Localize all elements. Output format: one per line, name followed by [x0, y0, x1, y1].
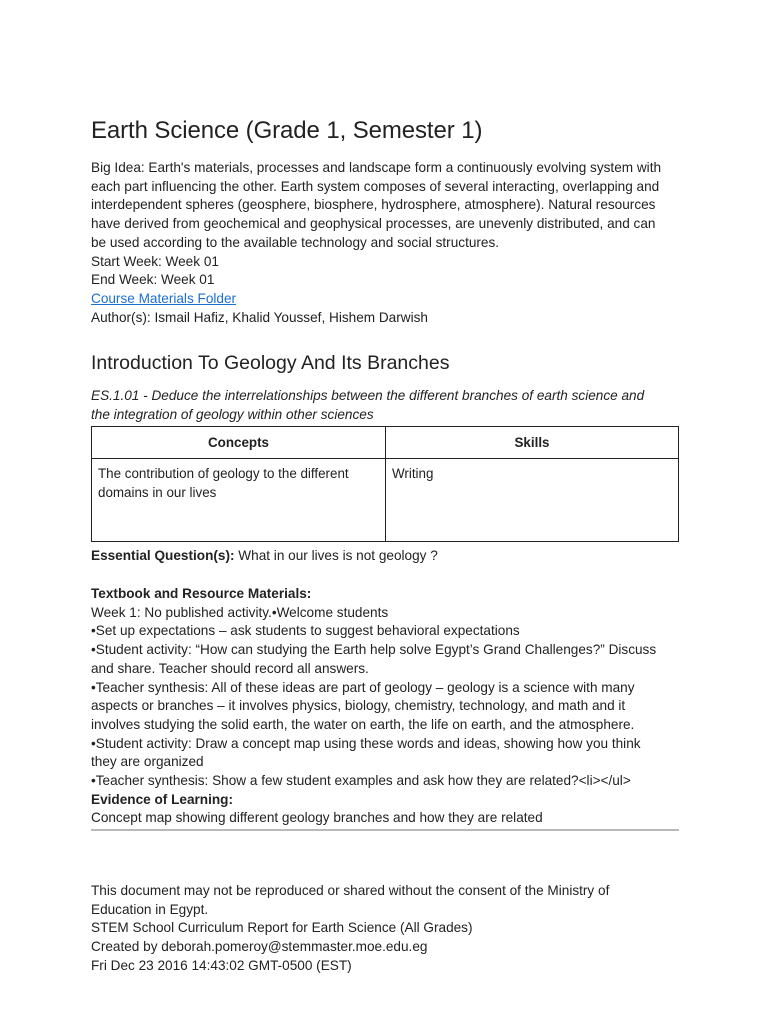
learning-objective [91, 387, 681, 424]
resource-line: •Set up expectations – ask students to suggest behavioral expectations [91, 623, 520, 639]
big-idea-line: have derived from geochemical and geophysical processes, are unevenly distributed, and can [91, 216, 656, 232]
essential-question-text: What in our lives is not geology ? [234, 548, 438, 563]
footer-line: This document may not be reproduced or shared without the consent of the Ministry of [91, 883, 610, 898]
divider [91, 829, 679, 831]
big-idea-line: each part influencing the other. Earth system composes of several interacting, overlapping and [91, 178, 660, 194]
resource-line: •Student activity: “How can studying the Earth help solve Egypt’s Grand Challenges?” Discuss [91, 642, 657, 658]
resources-label: Textbook and Resource Materials: [91, 586, 312, 601]
resource-line: and share. Teacher should record all answers. [91, 660, 369, 676]
skills-header: Skills [386, 427, 679, 459]
resource-line: •Teacher synthesis: All of these ideas are part of geology – geology is a science with many [91, 679, 635, 695]
table-header-row [92, 427, 679, 459]
resource-line: Week 1: No published activity.•Welcome students [91, 604, 389, 620]
resource-line: •Teacher synthesis: Show a few student examples and ask how they are related?<li></ul> [91, 773, 631, 789]
objective-line: the integration of geology within other sciences [91, 406, 374, 422]
document-title: Earth Science (Grade 1, Semester 1) [91, 117, 483, 144]
evidence-text: Concept map showing different geology branches and how they are related [91, 810, 543, 826]
concepts-skills-table [91, 426, 679, 542]
footer-line: Fri Dec 23 2016 14:43:02 GMT-0500 (EST) [91, 957, 352, 973]
essential-question [91, 547, 438, 566]
table-row [92, 459, 679, 542]
footer-line: Created by deborah.pomeroy@stemmaster.moe.edu.eg [91, 939, 428, 955]
concept-cell [92, 459, 386, 542]
objective-line: ES.1.01 - Deduce the interrelationships between the different branches of earth science and [91, 388, 645, 403]
resource-line: they are organized [91, 754, 204, 770]
concepts-header: Concepts [92, 427, 386, 459]
start-week: Start Week: Week 01 [91, 253, 219, 269]
big-idea-line: Big Idea: Earth's materials, processes and landscape form a continuously evolving system with [91, 160, 662, 175]
footer-line: STEM School Curriculum Report for Earth Science (All Grades) [91, 920, 473, 936]
course-overview [91, 159, 681, 327]
course-materials-link[interactable]: Course Materials Folder [91, 290, 237, 306]
concept-line: The contribution of geology to the different [98, 466, 349, 481]
big-idea-line: be used according to the available technology and social structures. [91, 234, 500, 250]
big-idea-line: interdependent spheres (geosphere, biosphere, hydrosphere, atmosphere). Natural resources [91, 197, 656, 213]
footer-line: Education in Egypt. [91, 901, 209, 917]
evidence-label: Evidence of Learning: [91, 791, 234, 807]
resource-materials [91, 585, 681, 828]
resource-line: •Student activity: Draw a concept map using these words and ideas, showing how you think [91, 735, 641, 751]
concept-line: domains in our lives [98, 484, 217, 500]
resource-line: aspects or branches – it involves physics, biology, chemistry, technology, and math and it [91, 698, 626, 714]
section-title: Introduction To Geology And Its Branches [91, 352, 450, 374]
authors: Author(s): Ismail Hafiz, Khalid Youssef, Hishem Darwish [91, 309, 428, 325]
skill-cell: Writing [386, 459, 679, 542]
resource-line: involves studying the solid earth, the water on earth, the life on earth, and the atmosphere. [91, 716, 635, 732]
essential-question-label: Essential Question(s): [91, 548, 235, 563]
end-week: End Week: Week 01 [91, 272, 215, 288]
footer [91, 882, 681, 976]
